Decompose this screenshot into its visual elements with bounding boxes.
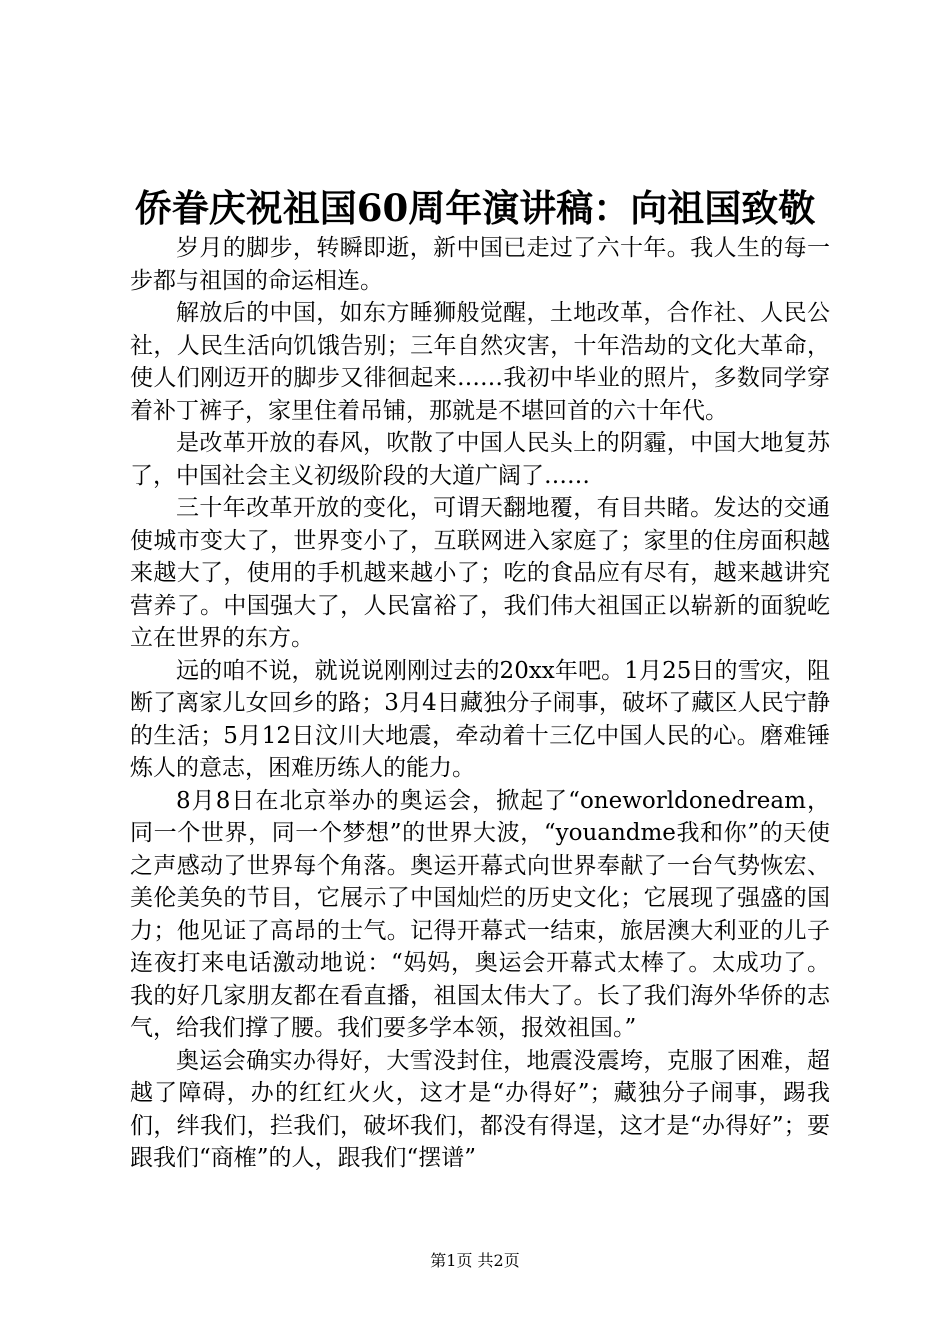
paragraph-7: 奥运会确实办得好，大雪没封住，地震没震垮，克服了困难，超越了障碍，办的红红火火，这才是“办得好”；藏独分子闹事，踢我们，绊我们，拦我们，破坏我们，都没有得逞，这才是“办得好”；要跟我们“商榷”的人，跟我们“摆谱” [130, 1047, 830, 1171]
paragraph-1: 岁月的脚步，转瞬即逝，新中国已走过了六十年。我人生的每一步都与祖国的命运相连。 [130, 235, 830, 294]
paragraph-4: 三十年改革开放的变化，可谓天翻地覆，有目共睹。发达的交通使城市变大了，世界变小了，互联网进入家庭了；家里的住房面积越来越大了，使用的手机越来越小了；吃的食品应有尽有，越来越讲究营养了。中国强大了，人民富裕了，我们伟大祖国正以崭新的面貌屹立在世界的东方。 [130, 495, 830, 651]
paragraph-3: 是改革开放的春风，吹散了中国人民头上的阴霾，中国大地复苏了，中国社会主义初级阶段的大道广阔了…… [130, 430, 830, 489]
paragraph-5: 远的咱不说，就说说刚刚过去的20xx年吧。1月25日的雪灾，阻断了离家儿女回乡的路；3月4日藏独分子闹事，破坏了藏区人民宁静的生活；5月12日汶川大地震，牵动着十三亿中国人民的心。磨难锤炼人的意志，困难历练人的能力。 [130, 657, 830, 781]
document-body [130, 232, 830, 1175]
document-title: 侨眷庆祝祖国60周年演讲稿：向祖国致敬 [134, 186, 816, 230]
page-footer: 第1页 共2页 [430, 1251, 520, 1270]
paragraph-2: 解放后的中国，如东方睡狮般觉醒，土地改革，合作社、人民公社，人民生活向饥饿告别；三年自然灾害，十年浩劫的文化大革命，使人们刚迈开的脚步又徘徊起来……我初中毕业的照片，多数同学穿着补丁裤子，家里住着吊铺，那就是不堪回首的六十年代。 [130, 300, 830, 424]
paragraph-6: 8月8日在北京举办的奥运会，掀起了“oneworldonedream，同一个世界，同一个梦想”的世界大波，“youandme我和你”的天使之声感动了世界每个角落。奥运开幕式向世界奉献了一台气势恢宏、美伦美奂的节目，它展示了中国灿烂的历史文化；它展现了强盛的国力；他见证了高昂的士气。记得开幕式一结束，旅居澳大利亚的儿子连夜打来电话激动地说：“妈妈，奥运会开幕式太棒了。太成功了。我的好几家朋友都在看直播，祖国太伟大了。长了我们海外华侨的志气，给我们撑了腰。我们要多学本领，报效祖国。” [130, 787, 830, 1041]
